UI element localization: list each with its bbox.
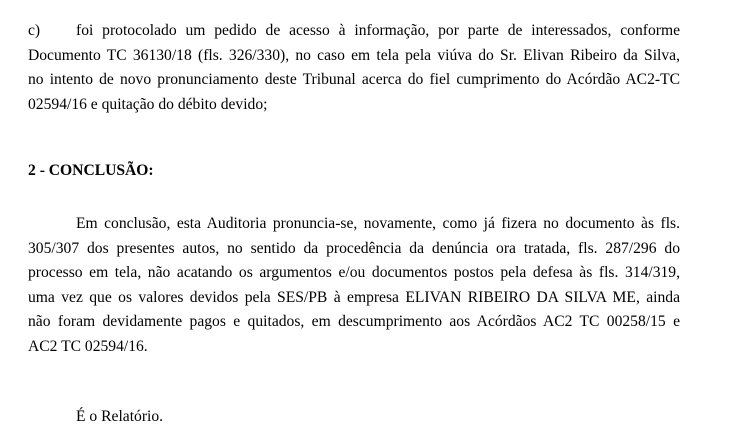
section-heading: 2 - CONCLUSÃO: [28,162,154,179]
paragraph-line: 02594/16 e quitação do débito devido; [28,95,268,113]
paragraph-line: processo em tela, não acatando os argumentos e/ou documentos postos pela defesa às fls. 314/319, [28,264,680,281]
paragraph-line: AC2 TC 02594/16. [28,337,148,355]
paragraph-line: 305/307 dos presentes autos, no sentido da procedência da denúncia ora tratada, fls. 287/296 do [28,239,680,257]
list-item-c [28,19,680,117]
paragraph-line: não foram devidamente pagos e quitados, em descumprimento aos Acórdãos AC2 TC 00258/15 e [28,313,680,330]
paragraph-line: Em conclusão, esta Auditoria pronuncia-se, novamente, como já fizera no documento às fls. [76,215,680,232]
paragraph-line: uma vez que os valores devidos pela SES/PB à empresa ELIVAN RIBEIRO DA SILVA ME, ainda [28,288,680,306]
paragraph-line: foi protocolado um pedido de acesso à informação, por parte de interessados, conforme [76,22,680,39]
conclusion-paragraph [28,212,680,359]
list-marker: c) [28,22,41,39]
closing-statement: É o Relatório. [76,408,164,425]
paragraph-line: Documento TC 36130/18 (fls. 326/330), no caso em tela pela viúva do Sr. Elivan Ribeiro da Silva, [28,46,680,64]
paragraph-line: no intento de novo pronunciamento deste Tribunal acerca do fiel cumprimento do Acórdão AC2-TC [28,71,680,88]
